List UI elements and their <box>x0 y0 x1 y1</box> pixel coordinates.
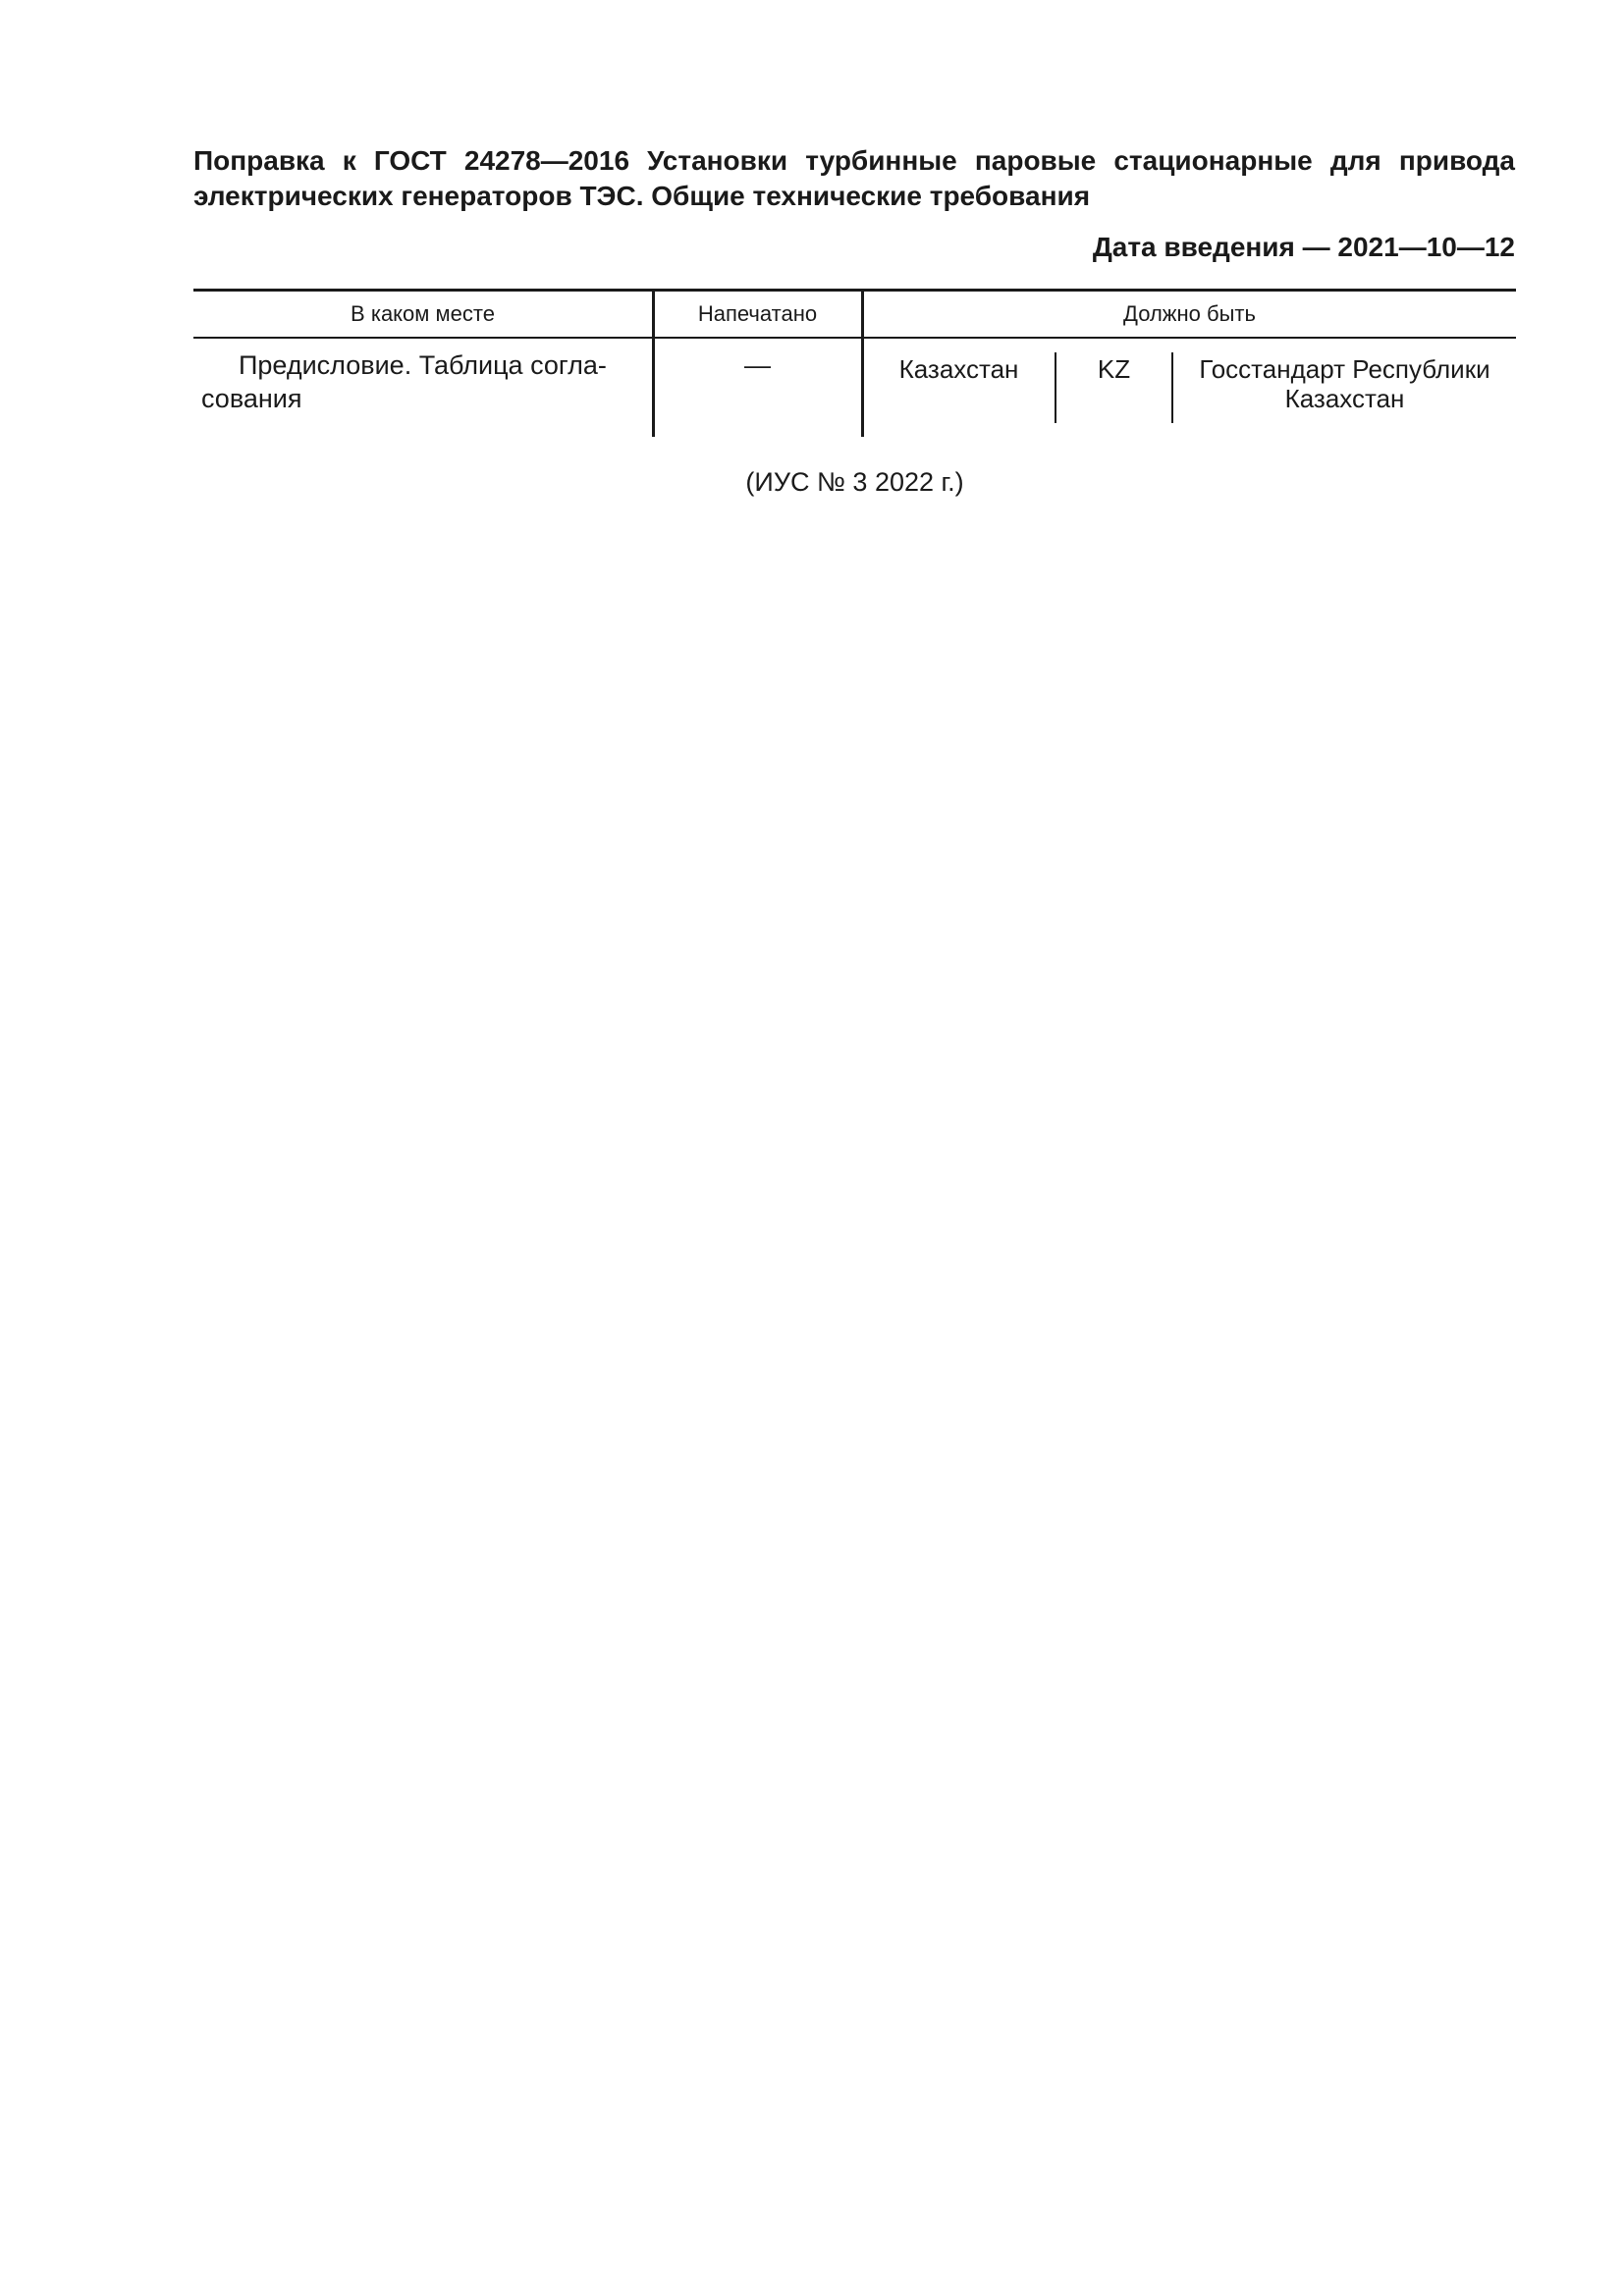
document-title: Поправка к ГОСТ 24278—2016 Установки турбинные паровые стационарные для привода электрических генераторов ТЭС. Общие технические требования <box>193 145 1515 211</box>
introduction-date: Дата введения — 2021—10—12 <box>1092 232 1515 262</box>
amendment-table <box>193 289 1516 437</box>
cell-place: Предисловие. Таблица согла- сования <box>201 350 607 413</box>
column-divider <box>861 292 864 337</box>
header-printed: Напечатано <box>697 301 818 326</box>
issue-reference: (ИУС № 3 2022 г.) <box>745 467 964 497</box>
authority-line-2: Казахстан <box>1284 384 1405 413</box>
table-row <box>193 339 1516 437</box>
cell-printed: — <box>744 350 771 380</box>
column-divider <box>652 292 655 337</box>
header-place: В каком месте <box>351 301 495 326</box>
column-divider <box>652 339 655 437</box>
cell-country: Казахстан <box>898 354 1019 384</box>
authority-line-1: Госстандарт Республики <box>1199 354 1490 384</box>
cell-country-code: KZ <box>1097 354 1131 384</box>
table-header-row <box>193 292 1516 339</box>
cell-authority <box>1173 354 1516 413</box>
header-should-be: Должно быть <box>1123 301 1256 326</box>
column-divider <box>861 339 864 437</box>
